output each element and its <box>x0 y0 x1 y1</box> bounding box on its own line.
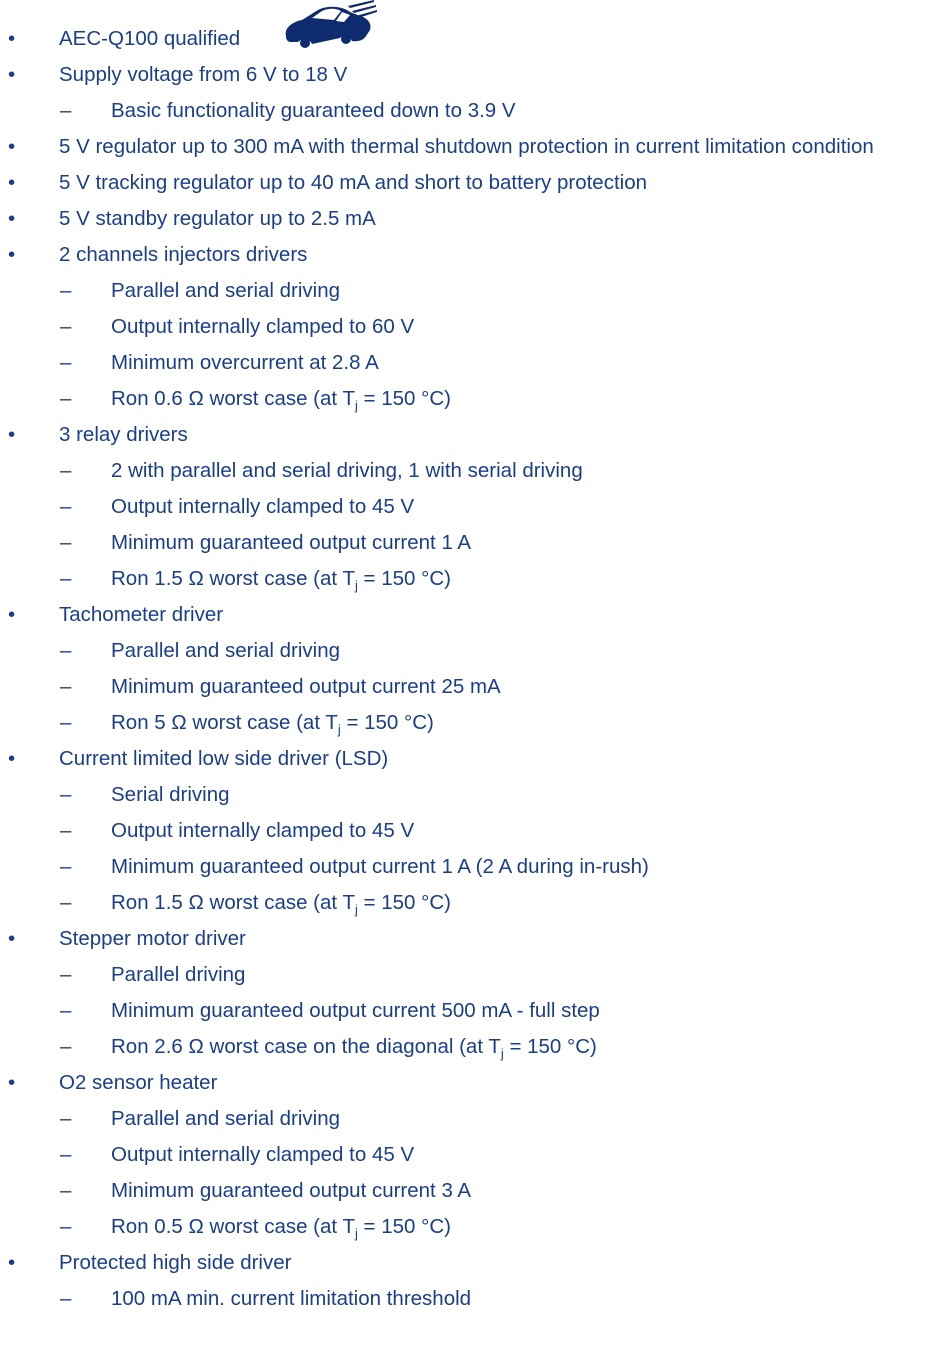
sub-feature-item <box>0 674 926 700</box>
feature-item <box>0 1250 926 1276</box>
sub-feature-item <box>0 890 926 916</box>
feature-text <box>111 1178 911 1204</box>
symbol-subscript: j <box>354 902 358 917</box>
sub-feature-item <box>0 1034 926 1060</box>
feature-text <box>59 26 919 52</box>
sub-feature-item <box>0 710 926 736</box>
dash-bullet-icon: – <box>60 855 72 878</box>
bullet-icon: • <box>8 63 16 86</box>
text-run: Minimum guaranteed output current 25 mA <box>111 675 501 698</box>
sub-feature-item <box>0 818 926 844</box>
dash-bullet-icon: – <box>60 315 72 338</box>
sub-feature-item <box>0 314 926 340</box>
text-run: Output internally clamped to 60 V <box>111 315 415 338</box>
feature-text <box>111 278 911 304</box>
text-run: Ron 0.6 Ω worst case (at <box>111 387 343 410</box>
feature-item <box>0 170 926 196</box>
feature-text <box>111 1214 911 1240</box>
feature-item <box>0 926 926 952</box>
feature-text <box>111 494 911 520</box>
text-run: Stepper motor driver <box>59 927 246 950</box>
text-run: 2 with parallel and serial driving, 1 with serial driving <box>111 459 583 482</box>
symbol-subscript: j <box>337 722 341 737</box>
symbol-subscript: j <box>354 578 358 593</box>
sub-feature-item <box>0 386 926 412</box>
symbol-base: T <box>325 711 338 734</box>
feature-item <box>0 62 926 88</box>
text-run: Output internally clamped to 45 V <box>111 1143 415 1166</box>
text-run: Minimum guaranteed output current 3 A <box>111 1179 472 1202</box>
sub-feature-item <box>0 1142 926 1168</box>
feature-text <box>59 62 919 88</box>
feature-text <box>111 962 911 988</box>
feature-text <box>59 134 919 160</box>
text-run: Serial driving <box>111 783 230 806</box>
feature-text <box>111 854 911 880</box>
feature-text <box>59 422 919 448</box>
feature-text <box>111 98 911 124</box>
symbol-base: T <box>342 891 355 914</box>
feature-text <box>111 710 911 736</box>
sub-feature-item <box>0 1178 926 1204</box>
text-run: 5 V standby regulator up to 2.5 mA <box>59 207 376 230</box>
text-run: Ron 1.5 Ω worst case (at <box>111 567 343 590</box>
text-run: Minimum overcurrent at 2.8 A <box>111 351 379 374</box>
dash-bullet-icon: – <box>60 999 72 1022</box>
symbol-base: T <box>342 1215 355 1238</box>
feature-text <box>111 890 911 916</box>
feature-item <box>0 206 926 232</box>
feature-text <box>111 386 911 412</box>
car-icon <box>278 0 378 50</box>
symbol-subscript: j <box>354 1226 358 1241</box>
feature-item <box>0 422 926 448</box>
text-run: = 150 °C) <box>357 567 451 590</box>
sub-feature-item <box>0 1286 926 1312</box>
dash-bullet-icon: – <box>60 387 72 410</box>
symbol-subscript: j <box>354 398 358 413</box>
feature-text <box>111 314 911 340</box>
feature-text <box>111 350 911 376</box>
text-run: Supply voltage from 6 V to 18 V <box>59 63 348 86</box>
dash-bullet-icon: – <box>60 351 72 374</box>
text-run: Parallel and serial driving <box>111 1107 341 1130</box>
text-run: = 150 °C) <box>340 711 434 734</box>
text-run: Minimum guaranteed output current 500 mA - full step <box>111 999 600 1022</box>
text-run: = 150 °C) <box>357 387 451 410</box>
text-run: Output internally clamped to 45 V <box>111 495 415 518</box>
bullet-icon: • <box>8 27 16 50</box>
feature-text <box>111 530 911 556</box>
sub-feature-item <box>0 854 926 880</box>
text-run: 5 V tracking regulator up to 40 mA and short to battery protection <box>59 171 648 194</box>
sub-feature-item <box>0 1106 926 1132</box>
symbol-base: T <box>488 1035 501 1058</box>
bullet-icon: • <box>8 135 16 158</box>
sub-feature-item <box>0 350 926 376</box>
bullet-icon: • <box>8 243 16 266</box>
feature-text <box>111 1286 911 1312</box>
dash-bullet-icon: – <box>60 531 72 554</box>
feature-text <box>111 1106 911 1132</box>
dash-bullet-icon: – <box>60 279 72 302</box>
bullet-icon: • <box>8 747 16 770</box>
feature-text <box>59 206 919 232</box>
symbol-subscript: j <box>500 1046 504 1061</box>
sub-feature-item <box>0 98 926 124</box>
dash-bullet-icon: – <box>60 783 72 806</box>
feature-text <box>111 1034 911 1060</box>
text-run: Minimum guaranteed output current 1 A <box>111 531 472 554</box>
sub-feature-item <box>0 638 926 664</box>
feature-text <box>111 458 911 484</box>
dash-bullet-icon: – <box>60 567 72 590</box>
dash-bullet-icon: – <box>60 1143 72 1166</box>
text-run: Ron 1.5 Ω worst case (at <box>111 891 343 914</box>
bullet-icon: • <box>8 423 16 446</box>
feature-text <box>111 782 911 808</box>
sub-feature-item <box>0 1214 926 1240</box>
text-run: Ron 5 Ω worst case (at <box>111 711 326 734</box>
text-run: Parallel driving <box>111 963 246 986</box>
bullet-icon: • <box>8 1071 16 1094</box>
feature-list <box>0 26 926 1312</box>
dash-bullet-icon: – <box>60 1287 72 1310</box>
sub-feature-item <box>0 458 926 484</box>
text-run: = 150 °C) <box>503 1035 597 1058</box>
text-run: Minimum guaranteed output current 1 A (2 A during in-rush) <box>111 855 649 878</box>
feature-text <box>111 1142 911 1168</box>
symbol-base: T <box>342 387 355 410</box>
sub-feature-item <box>0 782 926 808</box>
feature-item <box>0 1070 926 1096</box>
dash-bullet-icon: – <box>60 711 72 734</box>
feature-text <box>111 638 911 664</box>
text-run: Basic functionality guaranteed down to 3.9 V <box>111 99 516 122</box>
text-run: Ron 0.5 Ω worst case (at <box>111 1215 343 1238</box>
bullet-icon: • <box>8 927 16 950</box>
bullet-icon: • <box>8 1251 16 1274</box>
text-run: Protected high side driver <box>59 1251 292 1274</box>
feature-item <box>0 746 926 772</box>
dash-bullet-icon: – <box>60 1035 72 1058</box>
bullet-icon: • <box>8 207 16 230</box>
text-run: = 150 °C) <box>357 1215 451 1238</box>
feature-text <box>59 926 919 952</box>
sub-feature-item <box>0 998 926 1024</box>
text-run: Parallel and serial driving <box>111 639 341 662</box>
text-run: AEC-Q100 qualified <box>59 27 241 50</box>
dash-bullet-icon: – <box>60 1215 72 1238</box>
feature-text <box>59 746 919 772</box>
feature-text <box>111 998 911 1024</box>
feature-item <box>0 26 926 52</box>
feature-item <box>0 134 926 160</box>
dash-bullet-icon: – <box>60 495 72 518</box>
text-run: = 150 °C) <box>357 891 451 914</box>
text-run: Ron 2.6 Ω worst case on the diagonal (at <box>111 1035 489 1058</box>
symbol-base: T <box>342 567 355 590</box>
text-run: 3 relay drivers <box>59 423 188 446</box>
feature-text <box>59 242 919 268</box>
dash-bullet-icon: – <box>60 675 72 698</box>
dash-bullet-icon: – <box>60 459 72 482</box>
feature-text <box>111 674 911 700</box>
feature-text <box>111 566 911 592</box>
dash-bullet-icon: – <box>60 963 72 986</box>
feature-item <box>0 602 926 628</box>
dash-bullet-icon: – <box>60 639 72 662</box>
feature-text <box>59 1250 919 1276</box>
text-run: 5 V regulator up to 300 mA with thermal shutdown protection in current limitation condition <box>59 135 874 158</box>
text-run: Output internally clamped to 45 V <box>111 819 415 842</box>
feature-text <box>59 1070 919 1096</box>
feature-item <box>0 242 926 268</box>
text-run: Tachometer driver <box>59 603 224 626</box>
feature-text <box>59 602 919 628</box>
bullet-icon: • <box>8 171 16 194</box>
text-run: Parallel and serial driving <box>111 279 341 302</box>
sub-feature-item <box>0 494 926 520</box>
dash-bullet-icon: – <box>60 1179 72 1202</box>
text-run: Current limited low side driver (LSD) <box>59 747 389 770</box>
text-run: 100 mA min. current limitation threshold <box>111 1287 472 1310</box>
text-run: O2 sensor heater <box>59 1071 218 1094</box>
dash-bullet-icon: – <box>60 819 72 842</box>
feature-text <box>111 818 911 844</box>
sub-feature-item <box>0 530 926 556</box>
sub-feature-item <box>0 962 926 988</box>
dash-bullet-icon: – <box>60 99 72 122</box>
dash-bullet-icon: – <box>60 1107 72 1130</box>
text-run: 2 channels injectors drivers <box>59 243 308 266</box>
dash-bullet-icon: – <box>60 891 72 914</box>
feature-text <box>59 170 919 196</box>
bullet-icon: • <box>8 603 16 626</box>
sub-feature-item <box>0 566 926 592</box>
sub-feature-item <box>0 278 926 304</box>
